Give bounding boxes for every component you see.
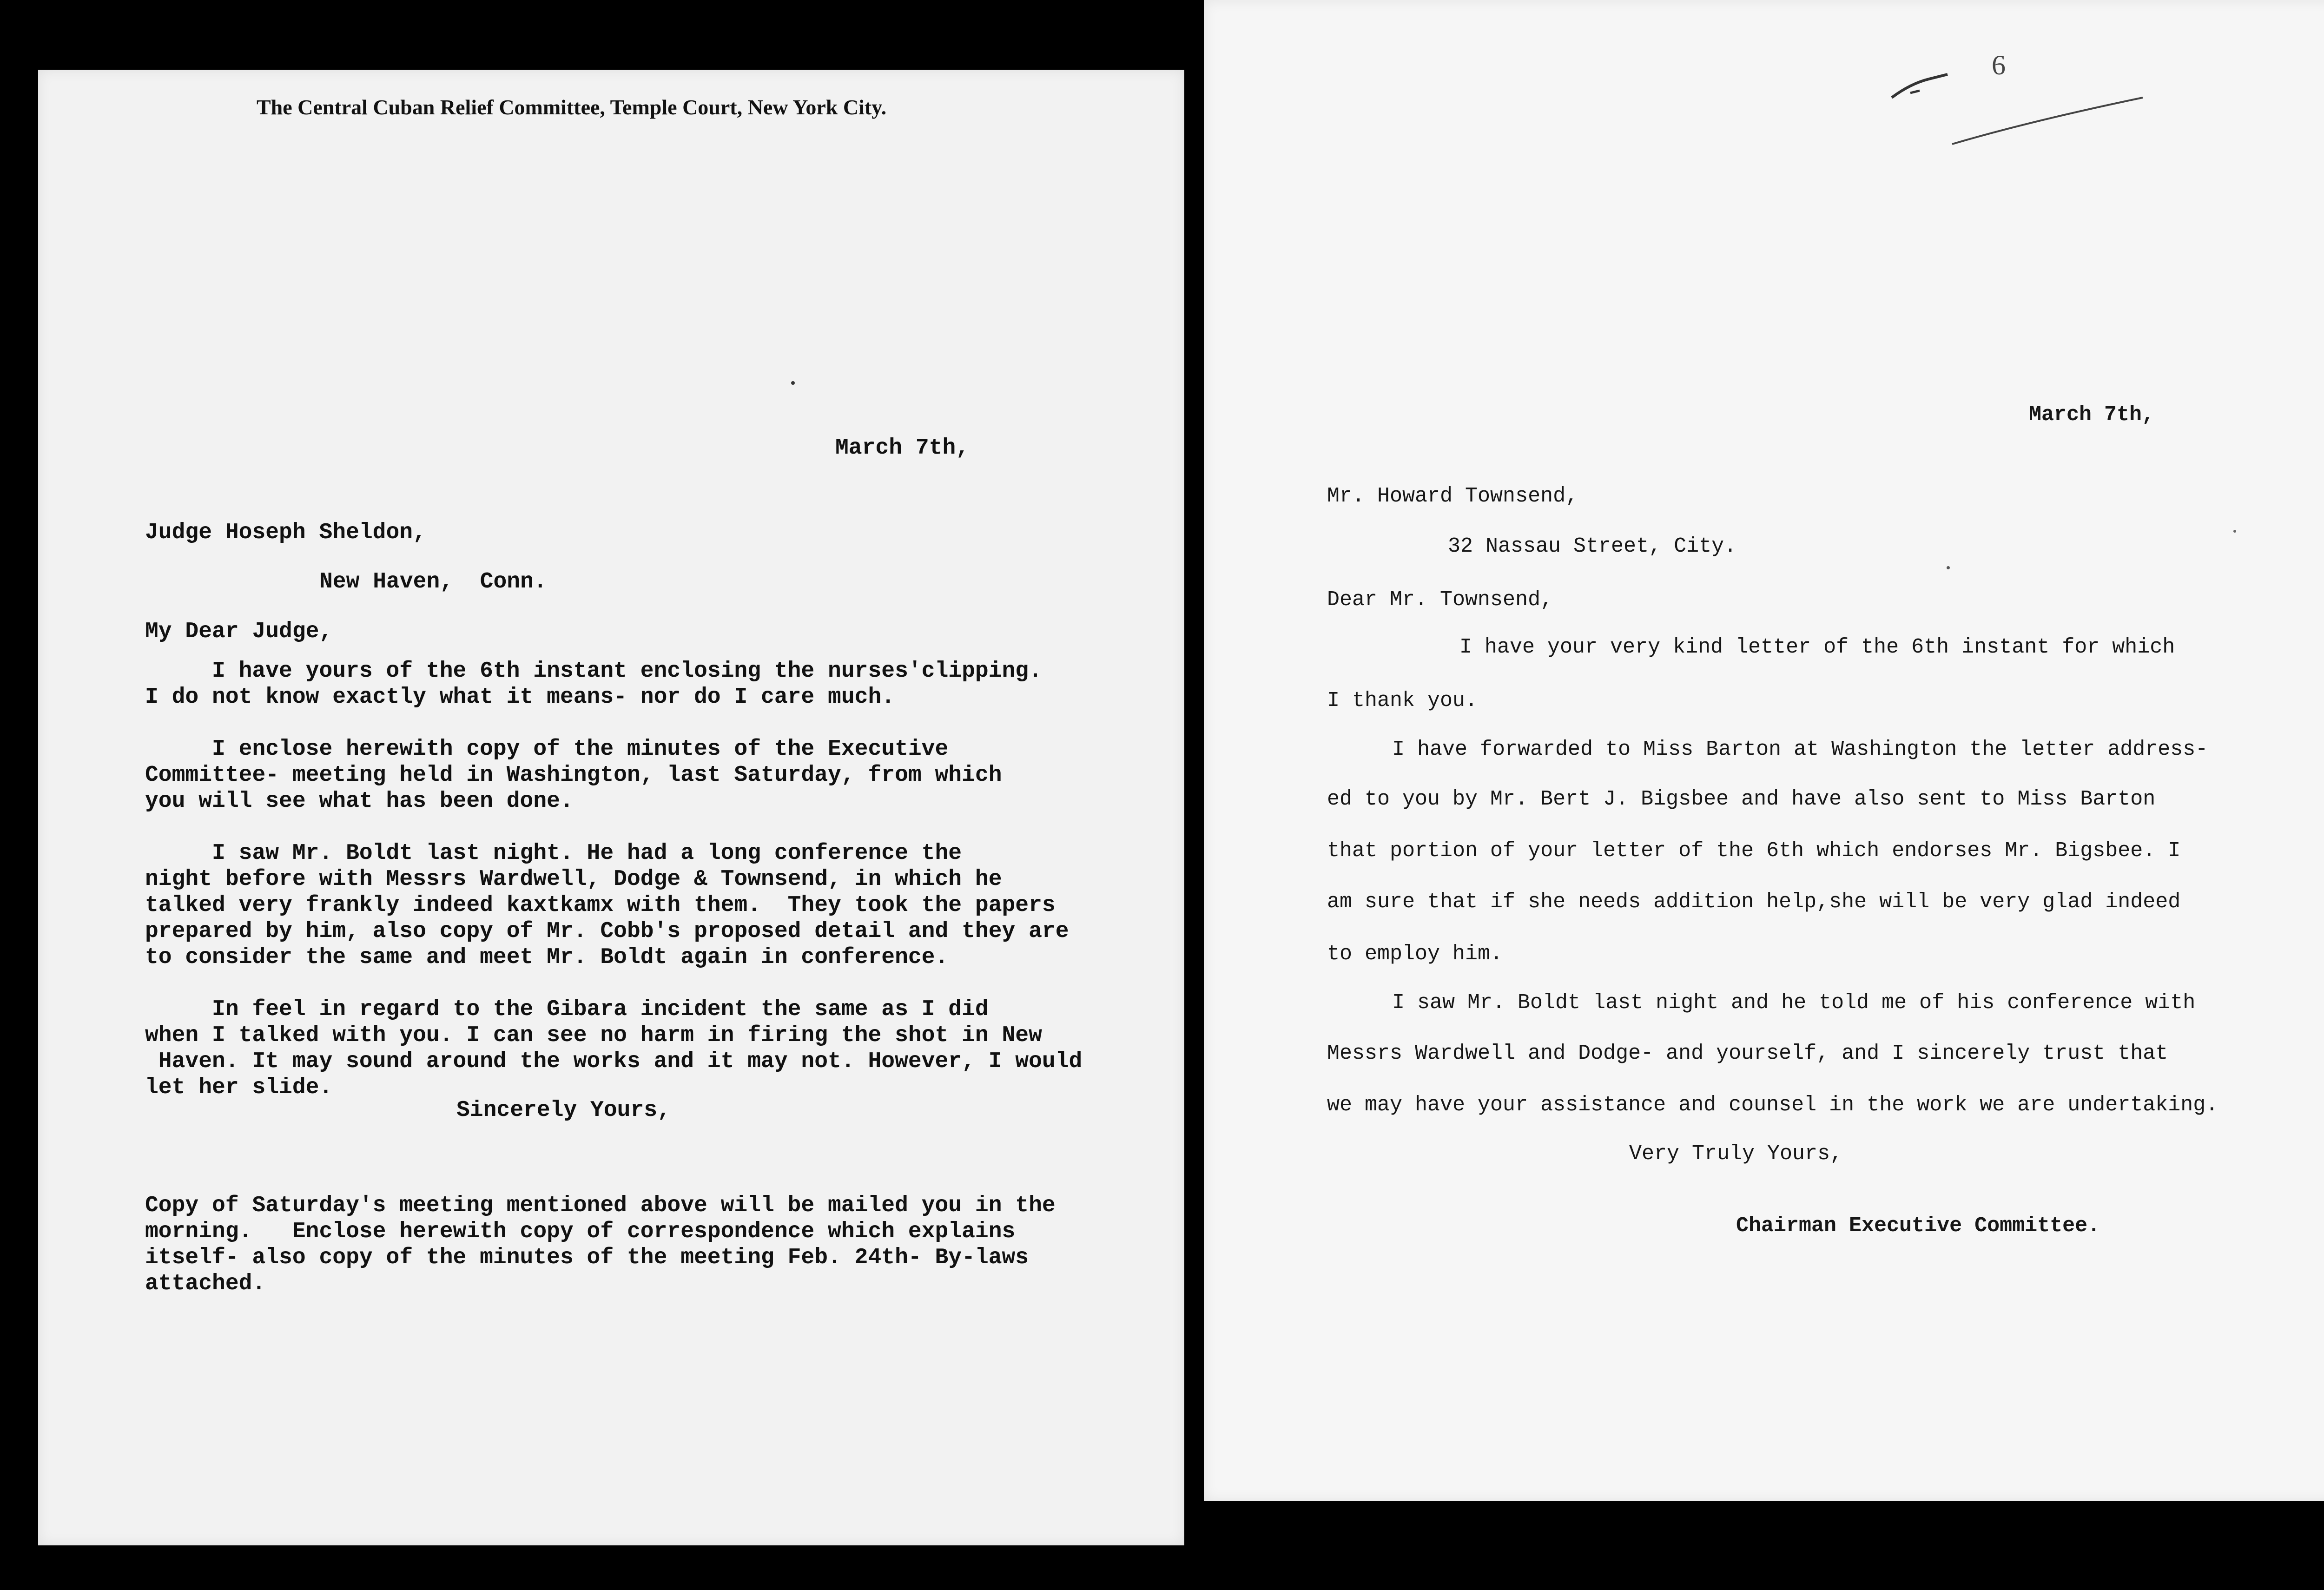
left-recipient-location: New Haven, Conn. [319, 569, 547, 594]
right-p1-line2: I thank you. [1327, 689, 1478, 713]
left-p3-line1: I saw Mr. Boldt last night. He had a long conference the [145, 841, 962, 866]
left-p4-line3: Haven. It may sound around the works and it may not. However, I would [145, 1049, 1083, 1074]
left-closing: Sincerely Yours, [456, 1098, 671, 1123]
left-p3-line3: talked very frankly indeed kaxtkamx with them. They took the papers [145, 893, 1056, 918]
left-ps-line1: Copy of Saturday's meeting mentioned above will be mailed you in the [145, 1193, 1056, 1218]
left-p3-line2: night before with Messrs Wardwell, Dodge & Townsend, in which he [145, 867, 1002, 892]
left-ps-line4: attached. [145, 1271, 266, 1296]
letterhead: The Central Cuban Relief Committee, Temple Court, New York City. [257, 95, 887, 119]
right-signature-title: Chairman Executive Committee. [1736, 1214, 2100, 1238]
left-p4-line2: when I talked with you. I can see no harm in firing the shot in New [145, 1023, 1042, 1048]
right-recipient-name: Mr. Howard Townsend, [1327, 484, 1578, 508]
left-ps-line3: itself- also copy of the minutes of the meeting Feb. 24th- By-laws [145, 1245, 1029, 1270]
left-ps-line2: morning. Enclose herewith copy of correspondence which explains [145, 1219, 1016, 1244]
right-p2-line1: I have forwarded to Miss Barton at Washington the letter address- [1392, 738, 2208, 761]
ink-speck [791, 381, 795, 385]
left-p2-line3: you will see what has been done. [145, 789, 574, 814]
ink-speck [1947, 566, 1950, 569]
right-closing: Very Truly Yours, [1629, 1142, 1843, 1166]
left-p2-line2: Committee- meeting held in Washington, last Saturday, from which [145, 763, 1002, 788]
left-salutation: My Dear Judge, [145, 619, 333, 644]
right-p3-line3: we may have your assistance and counsel in the work we are undertaking. [1327, 1093, 2218, 1117]
left-p3-line4: prepared by him, also copy of Mr. Cobb's proposed detail and they are [145, 919, 1069, 944]
left-p4-line1: In feel in regard to the Gibara incident the same as I did [145, 997, 989, 1022]
left-date: March 7th, [835, 435, 970, 461]
left-p3-line5: to consider the same and meet Mr. Boldt again in conference. [145, 945, 949, 970]
right-letter-sheet [1204, 0, 2324, 1501]
ink-speck [2233, 530, 2236, 533]
right-p2-line4: am sure that if she needs addition help,she will be very glad indeed [1327, 890, 2181, 914]
right-p2-line5: to employ him. [1327, 942, 1503, 966]
left-p4-line4: let her slide. [145, 1075, 333, 1100]
left-p1-line2: I do not know exactly what it means- nor do I care much. [145, 685, 895, 710]
right-p3-line1: I saw Mr. Boldt last night and he told me of his conference with [1392, 991, 2196, 1015]
right-p1-line1: I have your very kind letter of the 6th instant for which [1459, 635, 2175, 659]
left-p2-line1: I enclose herewith copy of the minutes of the Executive [145, 737, 949, 762]
right-recipient-address: 32 Nassau Street, City. [1448, 534, 1737, 558]
right-p3-line2: Messrs Wardwell and Dodge- and yourself, and I sincerely trust that [1327, 1042, 2168, 1065]
right-salutation: Dear Mr. Townsend, [1327, 588, 1553, 612]
right-date: March 7th, [2029, 403, 2155, 427]
left-recipient-name: Judge Hoseph Sheldon, [145, 520, 426, 545]
left-p1-line1: I have yours of the 6th instant enclosing the nurses'clipping. [145, 659, 1042, 684]
pencil-mark [1882, 46, 2171, 158]
top-note: 6 [1992, 50, 2006, 80]
right-p2-line2: ed to you by Mr. Bert J. Bigsbee and have also sent to Miss Barton [1327, 787, 2156, 811]
left-letter-sheet [38, 70, 1184, 1545]
right-p2-line3: that portion of your letter of the 6th which endorses Mr. Bigsbee. I [1327, 839, 2181, 863]
